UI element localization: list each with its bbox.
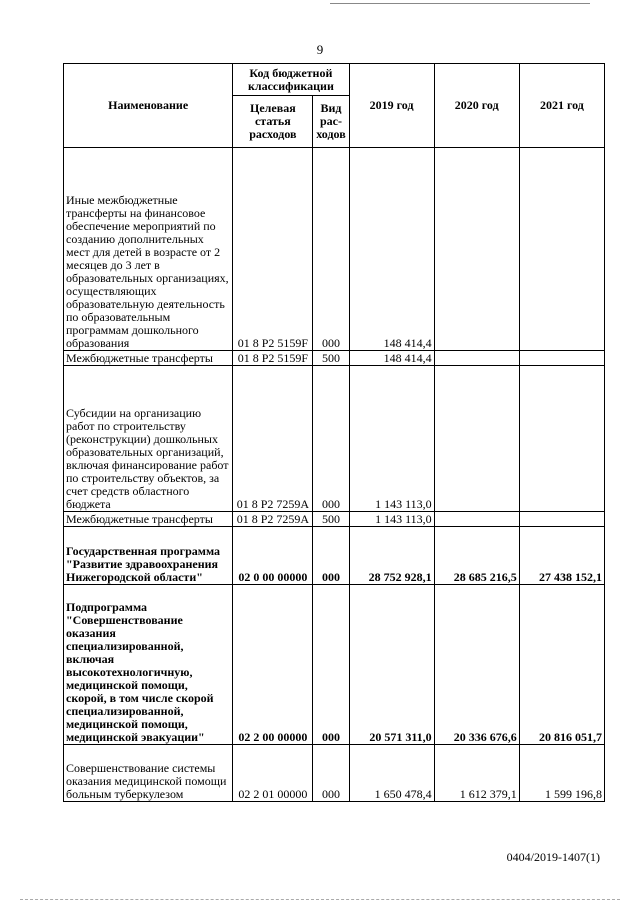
row-2021 — [519, 512, 604, 527]
row-2020 — [434, 366, 519, 512]
row-vid: 000 — [313, 148, 349, 351]
row-2021: 20 816 051,7 — [519, 585, 604, 745]
header-kbk: Код бюджетной классификации — [233, 64, 349, 96]
row-2021: 1 599 196,8 — [519, 745, 604, 802]
budget-table — [63, 63, 605, 802]
row-vid: 000 — [313, 366, 349, 512]
header-name: Наименование — [64, 64, 233, 148]
page-number: 9 — [316, 42, 324, 57]
row-code: 01 8 P2 7259A — [233, 366, 313, 512]
row-code: 01 8 P2 7259A — [233, 512, 313, 527]
row-name: Межбюджетные трансферты — [64, 351, 233, 366]
row-name: Государственная программа "Развитие здравоохранения Нижегородской области" — [64, 527, 233, 585]
row-2021: 27 438 152,1 — [519, 527, 604, 585]
row-vid: 000 — [313, 527, 349, 585]
row-2019: 1 650 478,4 — [349, 745, 434, 802]
row-2019: 20 571 311,0 — [349, 585, 434, 745]
header-2021: 2021 год — [519, 64, 604, 148]
table-row — [64, 366, 605, 512]
row-name: Субсидии на организацию работ по строительству (реконструкции) дошкольных образовательных организаций, включая финансирование работ по строительству объектов, за счет средств областного бюджета — [64, 366, 233, 512]
row-name: Совершенствование системы оказания медицинской помощи больным туберкулезом — [64, 745, 233, 802]
row-code: 01 8 P2 5159F — [233, 351, 313, 366]
row-vid: 000 — [313, 745, 349, 802]
table-row — [64, 745, 605, 802]
document-code: 0404/2019-1407(1) — [506, 850, 600, 864]
row-name: Иные межбюджетные трансферты на финансовое обеспечение мероприятий по созданию дополнительных мест для детей в возрасте от 2 месяцев до 3 лет в образовательных организациях, осуществляющих образовательную деятельность по образовательным программам дошкольного образования — [64, 148, 233, 351]
table-row — [64, 148, 605, 351]
row-2019: 1 143 113,0 — [349, 366, 434, 512]
row-2021 — [519, 366, 604, 512]
table-row — [64, 585, 605, 745]
row-vid: 000 — [313, 585, 349, 745]
scan-edge-line — [330, 3, 590, 4]
row-2020 — [434, 351, 519, 366]
row-name: Межбюджетные трансферты — [64, 512, 233, 527]
row-2020: 1 612 379,1 — [434, 745, 519, 802]
row-2019: 148 414,4 — [349, 148, 434, 351]
header-2019: 2019 год — [349, 64, 434, 148]
row-2021 — [519, 351, 604, 366]
table-row — [64, 351, 605, 366]
scan-edge-line — [20, 899, 620, 900]
row-code: 02 0 00 00000 — [233, 527, 313, 585]
row-2020 — [434, 512, 519, 527]
row-2021 — [519, 148, 604, 351]
row-2019: 148 414,4 — [349, 351, 434, 366]
header-target-article: Целевая статья расходов — [233, 96, 313, 148]
row-2020 — [434, 148, 519, 351]
table-row — [64, 512, 605, 527]
row-2020: 20 336 676,6 — [434, 585, 519, 745]
row-code: 02 2 00 00000 — [233, 585, 313, 745]
row-vid: 500 — [313, 351, 349, 366]
header-2020: 2020 год — [434, 64, 519, 148]
row-2020: 28 685 216,5 — [434, 527, 519, 585]
row-code: 02 2 01 00000 — [233, 745, 313, 802]
table-row — [64, 527, 605, 585]
row-name: Подпрограмма "Совершенствование оказания специализированной, включая высокотехнологичную, медицинской помощи, скорой, в том числе скорой специализированной, медицинской помощи, медицинской эвакуации" — [64, 585, 233, 745]
row-2019: 28 752 928,1 — [349, 527, 434, 585]
row-vid: 500 — [313, 512, 349, 527]
row-code: 01 8 P2 5159F — [233, 148, 313, 351]
header-expense-type: Вид рас-ходов — [313, 96, 349, 148]
row-2019: 1 143 113,0 — [349, 512, 434, 527]
